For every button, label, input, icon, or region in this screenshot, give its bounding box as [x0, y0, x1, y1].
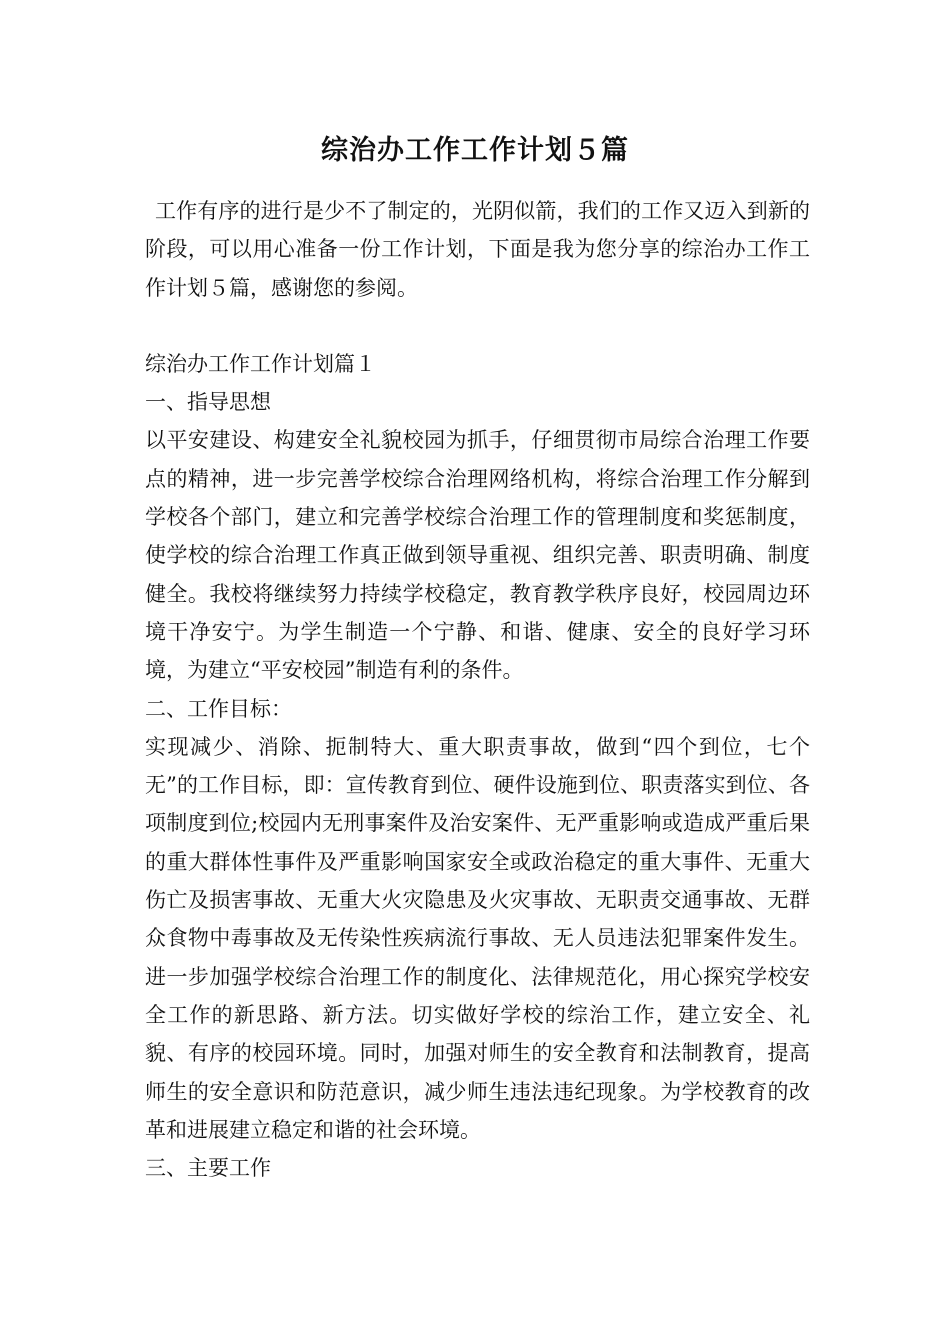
- heading-main-work: 三、主要工作: [145, 1156, 271, 1181]
- heading-guiding-ideology: 一、指导思想: [145, 390, 271, 415]
- document-title: 综治办工作工作计划５篇: [321, 135, 629, 166]
- section-title: 综治办工作工作计划篇１: [145, 351, 376, 376]
- document-body: [145, 192, 810, 1187]
- heading-work-goals: 二、工作目标：: [145, 696, 292, 721]
- paragraph-spacer: [145, 307, 810, 345]
- paragraph-work-goals: 实现减少、消除、扼制特大、重大职责事故，做到“四个到位，七个无”的工作目标，即：宣传教育到位、硬件设施到位、职责落实到位、各项制度到位;校园内无刑事案件及治安案件、无严重影响或造成严重后果的重大群体性事件及严重影响国家安全或政治稳定的重大事件、无重大伤亡及损害事故、无重大火灾隐患及火灾事故、无职责交通事故、无群众食物中毒事故及无传染性疾病流行事故、无人员违法犯罪案件发生。进一步加强学校综合治理工作的制度化、法律规范化，用心探究学校安全工作的新思路、新方法。切实做好学校的综治工作，建立安全、礼貌、有序的校园环境。同时，加强对师生的安全教育和法制教育，提高师生的安全意识和防范意识，减少师生违法违纪现象。为学校教育的改革和进展建立稳定和谐的社会环境。: [145, 734, 810, 1142]
- intro-paragraph: 工作有序的进行是少不了制定的，光阴似箭，我们的工作又迈入到新的阶段，可以用心准备一份工作计划，下面是我为您分享的综治办工作工作计划５篇，感谢您的参阅。: [145, 199, 810, 300]
- paragraph-guiding-ideology: 以平安建设、构建安全礼貌校园为抓手，仔细贯彻市局综合治理工作要点的精神，进一步完善学校综合治理网络机构，将综合治理工作分解到学校各个部门，建立和完善学校综合治理工作的管理制度和奖惩制度，使学校的综合治理工作真正做到领导重视、组织完善、职责明确、制度健全。我校将继续努力持续学校稳定，教育教学秩序良好，校园周边环境干净安宁。为学生制造一个宁静、和谐、健康、安全的良好学习环境，为建立“平安校园”制造有利的条件。: [145, 428, 810, 683]
